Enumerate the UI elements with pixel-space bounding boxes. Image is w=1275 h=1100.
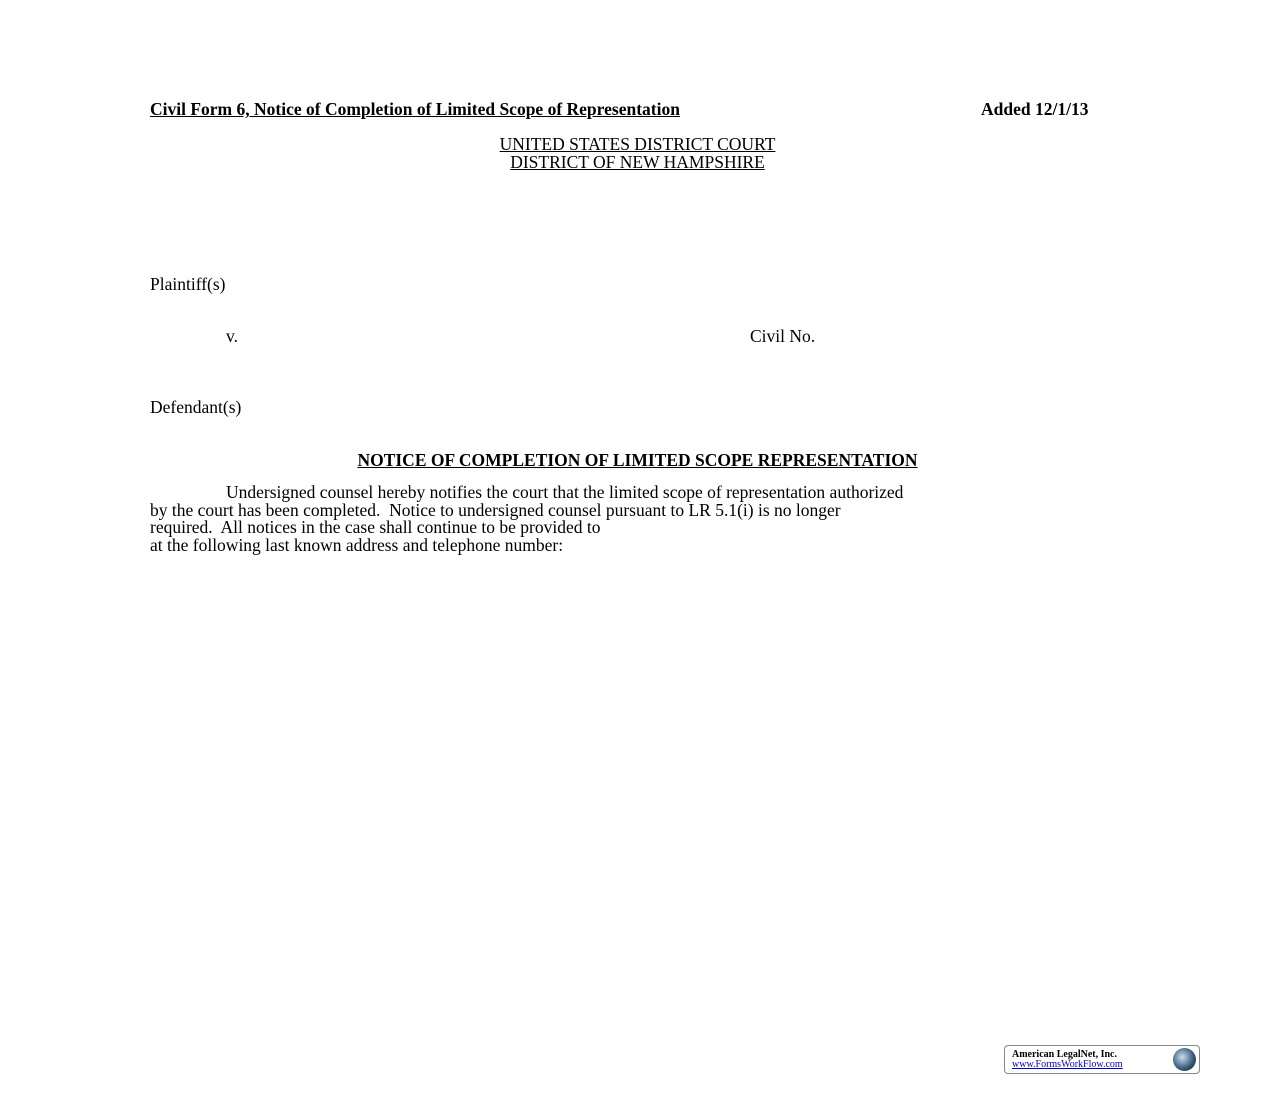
form-title: Civil Form 6, Notice of Completion of Limited Scope of Representation <box>150 99 680 119</box>
vendor-link[interactable]: www.FormsWorkFlow.com <box>1012 1059 1123 1070</box>
globe-icon <box>1173 1048 1196 1071</box>
body-line: at the following last known address and telephone number: <box>150 534 564 555</box>
court-district: DISTRICT OF NEW HAMPSHIRE <box>510 152 765 172</box>
court-name: UNITED STATES DISTRICT COURT <box>499 134 776 154</box>
body-line: Undersigned counsel hereby notifies the court that the limited scope of representation authorized <box>226 482 904 502</box>
defendant-label: Defendant(s) <box>150 397 242 417</box>
versus-label: v. <box>226 326 238 346</box>
vendor-badge[interactable] <box>1004 1045 1200 1074</box>
notice-body <box>150 484 1125 554</box>
added-date: Added 12/1/13 <box>981 99 1089 119</box>
body-line: by the court has been completed. Notice to undersigned counsel pursuant to LR 5.1(i) is no longer <box>150 499 841 520</box>
vendor-name: American LegalNet, Inc. <box>1012 1049 1117 1060</box>
civil-no-label: Civil No. <box>750 326 816 346</box>
notice-title: NOTICE OF COMPLETION OF LIMITED SCOPE REPRESENTATION <box>357 450 918 470</box>
body-line: required. All notices in the case shall continue to be provided to <box>150 517 601 538</box>
plaintiff-label: Plaintiff(s) <box>150 274 226 294</box>
